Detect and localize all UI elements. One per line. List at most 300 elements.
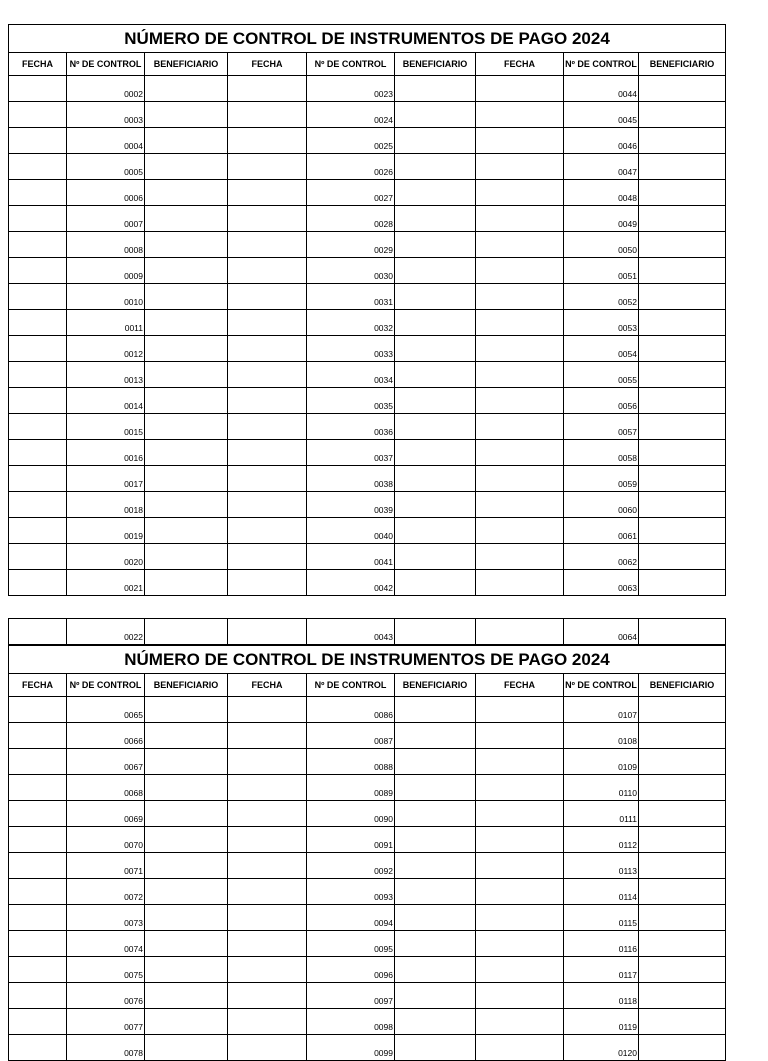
- control-number-cell[interactable]: 0008: [67, 232, 145, 258]
- beneficiario-cell[interactable]: [639, 570, 726, 596]
- beneficiario-cell[interactable]: [395, 310, 476, 336]
- control-number-cell[interactable]: 0019: [67, 518, 145, 544]
- fecha-cell[interactable]: [476, 983, 564, 1009]
- fecha-cell[interactable]: [9, 827, 67, 853]
- beneficiario-cell[interactable]: [145, 931, 228, 957]
- control-number-cell[interactable]: 0067: [67, 749, 145, 775]
- beneficiario-cell[interactable]: [395, 362, 476, 388]
- control-number-cell[interactable]: 0096: [307, 957, 395, 983]
- beneficiario-cell[interactable]: [639, 879, 726, 905]
- beneficiario-cell[interactable]: [639, 775, 726, 801]
- fecha-cell[interactable]: [9, 466, 67, 492]
- beneficiario-cell[interactable]: [145, 957, 228, 983]
- control-number-cell[interactable]: 0040: [307, 518, 395, 544]
- control-number-cell[interactable]: 0042: [307, 570, 395, 596]
- fecha-cell[interactable]: [228, 723, 307, 749]
- beneficiario-cell[interactable]: [639, 619, 726, 646]
- control-number-cell[interactable]: 0061: [564, 518, 639, 544]
- control-number-cell[interactable]: 0092: [307, 853, 395, 879]
- fecha-cell[interactable]: [9, 388, 67, 414]
- fecha-cell[interactable]: [9, 853, 67, 879]
- fecha-cell[interactable]: [228, 492, 307, 518]
- beneficiario-cell[interactable]: [395, 801, 476, 827]
- fecha-cell[interactable]: [476, 492, 564, 518]
- beneficiario-cell[interactable]: [145, 154, 228, 180]
- fecha-cell[interactable]: [228, 905, 307, 931]
- beneficiario-cell[interactable]: [639, 206, 726, 232]
- control-number-cell[interactable]: 0012: [67, 336, 145, 362]
- beneficiario-cell[interactable]: [395, 570, 476, 596]
- control-number-cell[interactable]: 0051: [564, 258, 639, 284]
- fecha-cell[interactable]: [9, 336, 67, 362]
- fecha-cell[interactable]: [9, 879, 67, 905]
- fecha-cell[interactable]: [476, 801, 564, 827]
- beneficiario-cell[interactable]: [395, 749, 476, 775]
- control-number-cell[interactable]: 0089: [307, 775, 395, 801]
- fecha-cell[interactable]: [476, 905, 564, 931]
- beneficiario-cell[interactable]: [145, 310, 228, 336]
- fecha-cell[interactable]: [228, 466, 307, 492]
- control-number-cell[interactable]: 0075: [67, 957, 145, 983]
- fecha-cell[interactable]: [9, 258, 67, 284]
- control-number-cell[interactable]: 0028: [307, 206, 395, 232]
- control-number-cell[interactable]: 0009: [67, 258, 145, 284]
- beneficiario-cell[interactable]: [639, 440, 726, 466]
- beneficiario-cell[interactable]: [639, 180, 726, 206]
- control-number-cell[interactable]: 0014: [67, 388, 145, 414]
- beneficiario-cell[interactable]: [395, 827, 476, 853]
- fecha-cell[interactable]: [476, 619, 564, 646]
- fecha-cell[interactable]: [9, 362, 67, 388]
- fecha-cell[interactable]: [228, 827, 307, 853]
- fecha-cell[interactable]: [228, 258, 307, 284]
- control-number-cell[interactable]: 0010: [67, 284, 145, 310]
- fecha-cell[interactable]: [476, 879, 564, 905]
- beneficiario-cell[interactable]: [395, 388, 476, 414]
- control-number-cell[interactable]: 0063: [564, 570, 639, 596]
- beneficiario-cell[interactable]: [145, 570, 228, 596]
- beneficiario-cell[interactable]: [395, 492, 476, 518]
- beneficiario-cell[interactable]: [395, 284, 476, 310]
- fecha-cell[interactable]: [476, 723, 564, 749]
- fecha-cell[interactable]: [476, 1035, 564, 1061]
- control-number-cell[interactable]: 0032: [307, 310, 395, 336]
- beneficiario-cell[interactable]: [145, 749, 228, 775]
- control-number-cell[interactable]: 0003: [67, 102, 145, 128]
- beneficiario-cell[interactable]: [639, 544, 726, 570]
- beneficiario-cell[interactable]: [639, 232, 726, 258]
- fecha-cell[interactable]: [228, 128, 307, 154]
- control-number-cell[interactable]: 0037: [307, 440, 395, 466]
- beneficiario-cell[interactable]: [145, 801, 228, 827]
- fecha-cell[interactable]: [476, 440, 564, 466]
- control-number-cell[interactable]: 0066: [67, 723, 145, 749]
- fecha-cell[interactable]: [228, 518, 307, 544]
- fecha-cell[interactable]: [476, 957, 564, 983]
- control-number-cell[interactable]: 0099: [307, 1035, 395, 1061]
- beneficiario-cell[interactable]: [395, 775, 476, 801]
- fecha-cell[interactable]: [228, 619, 307, 646]
- fecha-cell[interactable]: [476, 697, 564, 723]
- fecha-cell[interactable]: [228, 284, 307, 310]
- fecha-cell[interactable]: [476, 544, 564, 570]
- beneficiario-cell[interactable]: [145, 440, 228, 466]
- control-number-cell[interactable]: 0056: [564, 388, 639, 414]
- fecha-cell[interactable]: [228, 440, 307, 466]
- control-number-cell[interactable]: 0069: [67, 801, 145, 827]
- beneficiario-cell[interactable]: [145, 1035, 228, 1061]
- fecha-cell[interactable]: [228, 983, 307, 1009]
- control-number-cell[interactable]: 0002: [67, 76, 145, 102]
- control-number-cell[interactable]: 0007: [67, 206, 145, 232]
- beneficiario-cell[interactable]: [639, 310, 726, 336]
- control-number-cell[interactable]: 0026: [307, 154, 395, 180]
- beneficiario-cell[interactable]: [639, 466, 726, 492]
- fecha-cell[interactable]: [476, 206, 564, 232]
- beneficiario-cell[interactable]: [639, 801, 726, 827]
- control-number-cell[interactable]: 0033: [307, 336, 395, 362]
- fecha-cell[interactable]: [476, 258, 564, 284]
- control-number-cell[interactable]: 0020: [67, 544, 145, 570]
- beneficiario-cell[interactable]: [395, 905, 476, 931]
- control-number-cell[interactable]: 0047: [564, 154, 639, 180]
- beneficiario-cell[interactable]: [145, 697, 228, 723]
- control-number-cell[interactable]: 0006: [67, 180, 145, 206]
- beneficiario-cell[interactable]: [639, 983, 726, 1009]
- beneficiario-cell[interactable]: [395, 414, 476, 440]
- control-number-cell[interactable]: 0021: [67, 570, 145, 596]
- control-number-cell[interactable]: 0052: [564, 284, 639, 310]
- beneficiario-cell[interactable]: [639, 492, 726, 518]
- fecha-cell[interactable]: [228, 1035, 307, 1061]
- control-number-cell[interactable]: 0113: [564, 853, 639, 879]
- beneficiario-cell[interactable]: [639, 284, 726, 310]
- fecha-cell[interactable]: [228, 1009, 307, 1035]
- fecha-cell[interactable]: [228, 76, 307, 102]
- control-number-cell[interactable]: 0039: [307, 492, 395, 518]
- beneficiario-cell[interactable]: [145, 827, 228, 853]
- control-number-cell[interactable]: 0118: [564, 983, 639, 1009]
- beneficiario-cell[interactable]: [145, 723, 228, 749]
- control-number-cell[interactable]: 0072: [67, 879, 145, 905]
- beneficiario-cell[interactable]: [395, 180, 476, 206]
- control-number-cell[interactable]: 0117: [564, 957, 639, 983]
- control-number-cell[interactable]: 0034: [307, 362, 395, 388]
- fecha-cell[interactable]: [476, 775, 564, 801]
- control-number-cell[interactable]: 0086: [307, 697, 395, 723]
- control-number-cell[interactable]: 0090: [307, 801, 395, 827]
- control-number-cell[interactable]: 0057: [564, 414, 639, 440]
- beneficiario-cell[interactable]: [395, 154, 476, 180]
- fecha-cell[interactable]: [9, 775, 67, 801]
- beneficiario-cell[interactable]: [145, 232, 228, 258]
- control-number-cell[interactable]: 0087: [307, 723, 395, 749]
- control-number-cell[interactable]: 0046: [564, 128, 639, 154]
- fecha-cell[interactable]: [9, 284, 67, 310]
- control-number-cell[interactable]: 0004: [67, 128, 145, 154]
- control-number-cell[interactable]: 0053: [564, 310, 639, 336]
- control-number-cell[interactable]: 0064: [564, 619, 639, 646]
- beneficiario-cell[interactable]: [145, 284, 228, 310]
- fecha-cell[interactable]: [228, 388, 307, 414]
- beneficiario-cell[interactable]: [395, 440, 476, 466]
- beneficiario-cell[interactable]: [639, 697, 726, 723]
- control-number-cell[interactable]: 0025: [307, 128, 395, 154]
- fecha-cell[interactable]: [476, 1009, 564, 1035]
- fecha-cell[interactable]: [476, 232, 564, 258]
- beneficiario-cell[interactable]: [145, 775, 228, 801]
- fecha-cell[interactable]: [228, 957, 307, 983]
- beneficiario-cell[interactable]: [395, 232, 476, 258]
- fecha-cell[interactable]: [9, 492, 67, 518]
- fecha-cell[interactable]: [9, 697, 67, 723]
- fecha-cell[interactable]: [228, 414, 307, 440]
- fecha-cell[interactable]: [476, 749, 564, 775]
- fecha-cell[interactable]: [9, 905, 67, 931]
- fecha-cell[interactable]: [9, 1035, 67, 1061]
- control-number-cell[interactable]: 0035: [307, 388, 395, 414]
- beneficiario-cell[interactable]: [395, 1009, 476, 1035]
- fecha-cell[interactable]: [9, 76, 67, 102]
- beneficiario-cell[interactable]: [639, 1035, 726, 1061]
- fecha-cell[interactable]: [9, 544, 67, 570]
- beneficiario-cell[interactable]: [639, 336, 726, 362]
- fecha-cell[interactable]: [476, 76, 564, 102]
- fecha-cell[interactable]: [476, 154, 564, 180]
- control-number-cell[interactable]: 0027: [307, 180, 395, 206]
- control-number-cell[interactable]: 0022: [67, 619, 145, 646]
- fecha-cell[interactable]: [476, 466, 564, 492]
- fecha-cell[interactable]: [9, 414, 67, 440]
- beneficiario-cell[interactable]: [395, 957, 476, 983]
- control-number-cell[interactable]: 0049: [564, 206, 639, 232]
- fecha-cell[interactable]: [476, 180, 564, 206]
- beneficiario-cell[interactable]: [145, 492, 228, 518]
- beneficiario-cell[interactable]: [639, 749, 726, 775]
- beneficiario-cell[interactable]: [145, 879, 228, 905]
- fecha-cell[interactable]: [476, 570, 564, 596]
- control-number-cell[interactable]: 0114: [564, 879, 639, 905]
- control-number-cell[interactable]: 0111: [564, 801, 639, 827]
- control-number-cell[interactable]: 0031: [307, 284, 395, 310]
- fecha-cell[interactable]: [476, 284, 564, 310]
- beneficiario-cell[interactable]: [639, 905, 726, 931]
- control-number-cell[interactable]: 0068: [67, 775, 145, 801]
- fecha-cell[interactable]: [9, 570, 67, 596]
- fecha-cell[interactable]: [228, 206, 307, 232]
- beneficiario-cell[interactable]: [145, 518, 228, 544]
- fecha-cell[interactable]: [9, 232, 67, 258]
- fecha-cell[interactable]: [228, 336, 307, 362]
- beneficiario-cell[interactable]: [639, 388, 726, 414]
- control-number-cell[interactable]: 0108: [564, 723, 639, 749]
- control-number-cell[interactable]: 0005: [67, 154, 145, 180]
- control-number-cell[interactable]: 0054: [564, 336, 639, 362]
- beneficiario-cell[interactable]: [145, 544, 228, 570]
- beneficiario-cell[interactable]: [639, 723, 726, 749]
- control-number-cell[interactable]: 0088: [307, 749, 395, 775]
- beneficiario-cell[interactable]: [145, 336, 228, 362]
- control-number-cell[interactable]: 0062: [564, 544, 639, 570]
- fecha-cell[interactable]: [228, 154, 307, 180]
- control-number-cell[interactable]: 0095: [307, 931, 395, 957]
- fecha-cell[interactable]: [9, 723, 67, 749]
- beneficiario-cell[interactable]: [395, 931, 476, 957]
- beneficiario-cell[interactable]: [145, 102, 228, 128]
- beneficiario-cell[interactable]: [395, 619, 476, 646]
- beneficiario-cell[interactable]: [145, 180, 228, 206]
- fecha-cell[interactable]: [476, 102, 564, 128]
- fecha-cell[interactable]: [476, 827, 564, 853]
- control-number-cell[interactable]: 0013: [67, 362, 145, 388]
- control-number-cell[interactable]: 0094: [307, 905, 395, 931]
- beneficiario-cell[interactable]: [395, 853, 476, 879]
- fecha-cell[interactable]: [9, 310, 67, 336]
- control-number-cell[interactable]: 0041: [307, 544, 395, 570]
- control-number-cell[interactable]: 0024: [307, 102, 395, 128]
- fecha-cell[interactable]: [228, 931, 307, 957]
- beneficiario-cell[interactable]: [145, 206, 228, 232]
- fecha-cell[interactable]: [228, 232, 307, 258]
- beneficiario-cell[interactable]: [145, 414, 228, 440]
- beneficiario-cell[interactable]: [639, 827, 726, 853]
- beneficiario-cell[interactable]: [395, 466, 476, 492]
- control-number-cell[interactable]: 0065: [67, 697, 145, 723]
- control-number-cell[interactable]: 0044: [564, 76, 639, 102]
- fecha-cell[interactable]: [228, 749, 307, 775]
- control-number-cell[interactable]: 0078: [67, 1035, 145, 1061]
- fecha-cell[interactable]: [476, 931, 564, 957]
- control-number-cell[interactable]: 0045: [564, 102, 639, 128]
- fecha-cell[interactable]: [476, 362, 564, 388]
- control-number-cell[interactable]: 0073: [67, 905, 145, 931]
- fecha-cell[interactable]: [9, 128, 67, 154]
- control-number-cell[interactable]: 0011: [67, 310, 145, 336]
- beneficiario-cell[interactable]: [145, 388, 228, 414]
- fecha-cell[interactable]: [9, 102, 67, 128]
- control-number-cell[interactable]: 0023: [307, 76, 395, 102]
- control-number-cell[interactable]: 0074: [67, 931, 145, 957]
- beneficiario-cell[interactable]: [395, 336, 476, 362]
- beneficiario-cell[interactable]: [145, 466, 228, 492]
- beneficiario-cell[interactable]: [395, 879, 476, 905]
- fecha-cell[interactable]: [9, 931, 67, 957]
- fecha-cell[interactable]: [476, 414, 564, 440]
- control-number-cell[interactable]: 0036: [307, 414, 395, 440]
- beneficiario-cell[interactable]: [639, 154, 726, 180]
- beneficiario-cell[interactable]: [145, 853, 228, 879]
- beneficiario-cell[interactable]: [145, 76, 228, 102]
- control-number-cell[interactable]: 0120: [564, 1035, 639, 1061]
- beneficiario-cell[interactable]: [145, 258, 228, 284]
- beneficiario-cell[interactable]: [395, 102, 476, 128]
- control-number-cell[interactable]: 0029: [307, 232, 395, 258]
- fecha-cell[interactable]: [228, 697, 307, 723]
- fecha-cell[interactable]: [9, 518, 67, 544]
- beneficiario-cell[interactable]: [395, 206, 476, 232]
- beneficiario-cell[interactable]: [639, 258, 726, 284]
- control-number-cell[interactable]: 0093: [307, 879, 395, 905]
- fecha-cell[interactable]: [476, 336, 564, 362]
- fecha-cell[interactable]: [228, 853, 307, 879]
- beneficiario-cell[interactable]: [395, 518, 476, 544]
- control-number-cell[interactable]: 0109: [564, 749, 639, 775]
- fecha-cell[interactable]: [476, 388, 564, 414]
- beneficiario-cell[interactable]: [395, 76, 476, 102]
- fecha-cell[interactable]: [9, 180, 67, 206]
- fecha-cell[interactable]: [228, 570, 307, 596]
- fecha-cell[interactable]: [228, 102, 307, 128]
- control-number-cell[interactable]: 0110: [564, 775, 639, 801]
- beneficiario-cell[interactable]: [395, 128, 476, 154]
- control-number-cell[interactable]: 0058: [564, 440, 639, 466]
- control-number-cell[interactable]: 0077: [67, 1009, 145, 1035]
- control-number-cell[interactable]: 0017: [67, 466, 145, 492]
- fecha-cell[interactable]: [228, 362, 307, 388]
- beneficiario-cell[interactable]: [639, 1009, 726, 1035]
- control-number-cell[interactable]: 0070: [67, 827, 145, 853]
- fecha-cell[interactable]: [9, 983, 67, 1009]
- fecha-cell[interactable]: [9, 749, 67, 775]
- beneficiario-cell[interactable]: [639, 128, 726, 154]
- fecha-cell[interactable]: [9, 957, 67, 983]
- control-number-cell[interactable]: 0030: [307, 258, 395, 284]
- beneficiario-cell[interactable]: [639, 414, 726, 440]
- fecha-cell[interactable]: [9, 206, 67, 232]
- beneficiario-cell[interactable]: [395, 983, 476, 1009]
- fecha-cell[interactable]: [9, 1009, 67, 1035]
- control-number-cell[interactable]: 0018: [67, 492, 145, 518]
- beneficiario-cell[interactable]: [639, 931, 726, 957]
- beneficiario-cell[interactable]: [145, 362, 228, 388]
- beneficiario-cell[interactable]: [145, 619, 228, 646]
- beneficiario-cell[interactable]: [639, 102, 726, 128]
- beneficiario-cell[interactable]: [145, 983, 228, 1009]
- fecha-cell[interactable]: [9, 619, 67, 646]
- fecha-cell[interactable]: [228, 180, 307, 206]
- control-number-cell[interactable]: 0116: [564, 931, 639, 957]
- fecha-cell[interactable]: [9, 440, 67, 466]
- control-number-cell[interactable]: 0107: [564, 697, 639, 723]
- beneficiario-cell[interactable]: [395, 258, 476, 284]
- control-number-cell[interactable]: 0059: [564, 466, 639, 492]
- fecha-cell[interactable]: [9, 801, 67, 827]
- control-number-cell[interactable]: 0048: [564, 180, 639, 206]
- control-number-cell[interactable]: 0076: [67, 983, 145, 1009]
- control-number-cell[interactable]: 0097: [307, 983, 395, 1009]
- beneficiario-cell[interactable]: [145, 128, 228, 154]
- beneficiario-cell[interactable]: [639, 362, 726, 388]
- fecha-cell[interactable]: [476, 518, 564, 544]
- beneficiario-cell[interactable]: [145, 905, 228, 931]
- fecha-cell[interactable]: [476, 853, 564, 879]
- control-number-cell[interactable]: 0050: [564, 232, 639, 258]
- control-number-cell[interactable]: 0091: [307, 827, 395, 853]
- control-number-cell[interactable]: 0112: [564, 827, 639, 853]
- beneficiario-cell[interactable]: [395, 697, 476, 723]
- beneficiario-cell[interactable]: [639, 853, 726, 879]
- control-number-cell[interactable]: 0015: [67, 414, 145, 440]
- fecha-cell[interactable]: [476, 310, 564, 336]
- beneficiario-cell[interactable]: [639, 957, 726, 983]
- fecha-cell[interactable]: [228, 310, 307, 336]
- beneficiario-cell[interactable]: [145, 1009, 228, 1035]
- fecha-cell[interactable]: [228, 879, 307, 905]
- beneficiario-cell[interactable]: [639, 518, 726, 544]
- control-number-cell[interactable]: 0038: [307, 466, 395, 492]
- beneficiario-cell[interactable]: [639, 76, 726, 102]
- control-number-cell[interactable]: 0071: [67, 853, 145, 879]
